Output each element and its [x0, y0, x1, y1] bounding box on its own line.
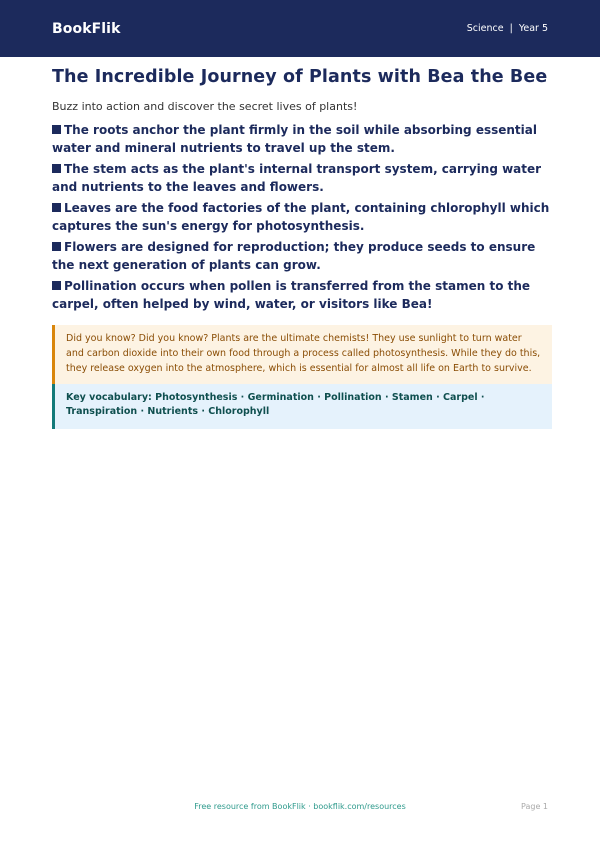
page-subtitle: Buzz into action and discover the secret lives of plants! [52, 100, 358, 113]
page-number: Page 1 [521, 802, 548, 811]
key-vocabulary-box: Key vocabulary: Photosynthesis · Germination · Pollination · Stamen · Carpel · Transpiration · Nutrients · Chlorophyll [52, 384, 552, 429]
square-bullet-icon [52, 164, 61, 173]
key-point-text: The stem acts as the plant's internal transport system, carrying water and nutrients to the leaves and flowers. [52, 162, 542, 194]
page-title: The Incredible Journey of Plants with Bea the Bee [52, 67, 548, 87]
main-content [52, 66, 552, 429]
key-point [52, 122, 552, 157]
key-point [52, 200, 552, 235]
top-header [0, 0, 600, 57]
year-label: Year 5 [518, 23, 548, 34]
did-you-know-callout: Did you know? Did you know? Plants are the ultimate chemists! They use sunlight to turn water and carbon dioxide into their own food through a process called photosynthesis. While they do this, they release oxygen into the atmosphere, which is essential for almost all life on Earth to survive. [52, 325, 552, 384]
subject-label: Science [466, 23, 504, 34]
key-point [52, 161, 552, 196]
key-point-text: Pollination occurs when pollen is transferred from the stamen to the carpel, often helped by wind, water, or visitors like Bea! [52, 279, 531, 311]
meta-separator: | [509, 23, 513, 34]
key-point-text: Leaves are the food factories of the plant, containing chlorophyll which captures the sun's energy for photosynthesis. [52, 201, 550, 233]
footer-source-link[interactable]: Free resource from BookFlik · bookflik.com/resources [194, 802, 406, 811]
key-points-list [52, 122, 552, 313]
square-bullet-icon [52, 203, 61, 212]
header-meta [467, 23, 548, 34]
square-bullet-icon [52, 242, 61, 251]
key-point [52, 239, 552, 274]
key-point [52, 278, 552, 313]
key-point-text: The roots anchor the plant firmly in the soil while absorbing essential water and mineral nutrients to travel up the stem. [52, 123, 537, 155]
brand-logo[interactable]: BookFlik [52, 20, 121, 37]
key-point-text: Flowers are designed for reproduction; they produce seeds to ensure the next generation of plants can grow. [52, 240, 536, 272]
square-bullet-icon [52, 281, 61, 290]
square-bullet-icon [52, 125, 61, 134]
